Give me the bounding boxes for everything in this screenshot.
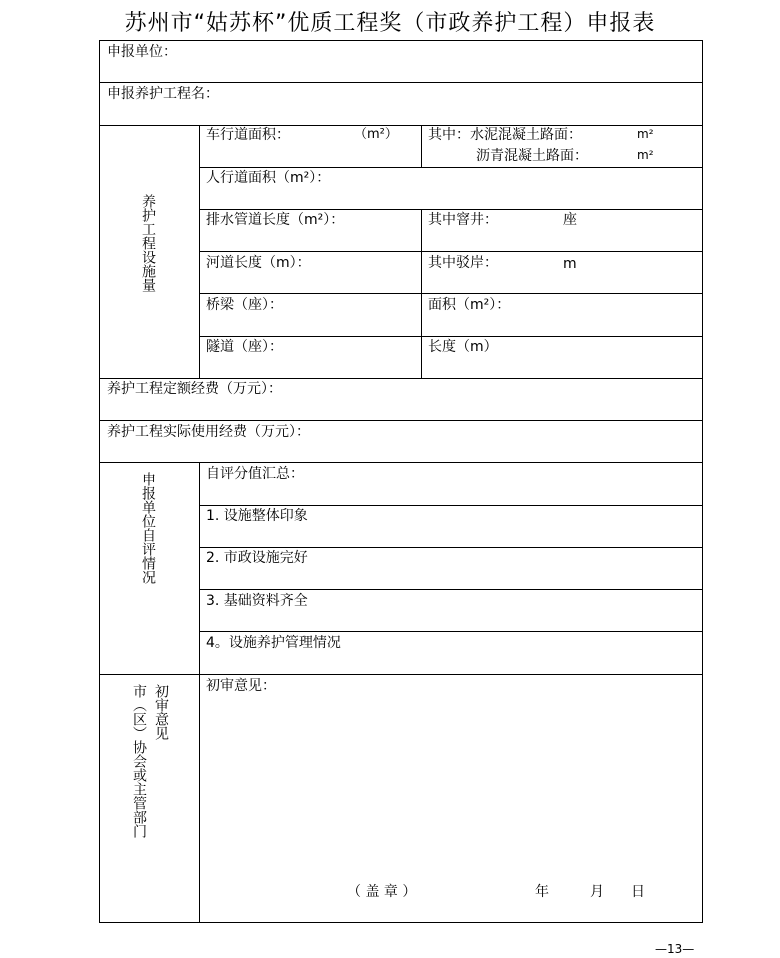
budget-label: 养护工程定额经费（万元）：: [107, 381, 282, 397]
seal-label: （ 盖 章 ）: [347, 884, 417, 900]
self-eval-section-label: 申报单位自评情况: [140, 472, 156, 584]
tunnel-length-label: 长度（m）: [428, 339, 498, 355]
review-opinion-label: 初审意见：: [206, 678, 276, 694]
project-name-label: 申报养护工程名：: [107, 86, 219, 102]
row-border: [199, 251, 703, 252]
self-eval-item-4: 4。设施养护管理情况: [206, 635, 341, 651]
facilities-section-label: 养护工程设施量: [140, 194, 156, 292]
self-eval-item-2: 2. 市政设施完好: [206, 550, 308, 566]
row-border: [99, 378, 703, 379]
row-border: [99, 462, 703, 463]
year-label: 年: [535, 884, 549, 900]
row-border: [199, 505, 703, 506]
row-border: [199, 589, 703, 590]
bridges-label: 桥梁（座）：: [206, 297, 283, 313]
col-border: [199, 125, 200, 378]
month-label: 月: [590, 884, 604, 900]
of-which-cement-label: 其中：水泥混凝土路面：: [428, 127, 582, 143]
row-border: [99, 82, 703, 83]
asphalt-unit: m²: [637, 148, 654, 162]
row-border: [199, 547, 703, 548]
col-border: [421, 125, 422, 167]
row-border: [199, 209, 703, 210]
row-border: [99, 922, 703, 923]
self-eval-item-3: 3. 基础资料齐全: [206, 593, 308, 609]
unit-label: 申报单位：: [107, 44, 177, 60]
form-title: 苏州市“姑苏杯”优质工程奖（市政养护工程）申报表: [124, 11, 656, 36]
review-label-col2: 市（区）协会或主管部门: [131, 684, 147, 838]
manholes-label: 其中窨井：: [428, 212, 498, 228]
row-border: [99, 420, 703, 421]
col-border: [199, 462, 200, 922]
asphalt-label: 沥青混凝土路面：: [476, 148, 588, 164]
col-border: [421, 209, 422, 378]
actual-cost-label: 养护工程实际使用经费（万元）：: [107, 424, 310, 440]
revetment-label: 其中驳岸：: [428, 255, 498, 271]
row-border: [199, 167, 703, 168]
roadway-area-label: 车行道面积：: [206, 127, 290, 143]
page-number: —13—: [655, 942, 695, 956]
application-form: [99, 40, 703, 923]
self-eval-summary: 自评分值汇总：: [206, 466, 304, 482]
river-length-label: 河道长度（m）：: [206, 255, 311, 271]
row-border: [99, 125, 703, 126]
self-eval-item-1: 1. 设施整体印象: [206, 508, 308, 524]
cement-unit: m²: [637, 127, 654, 141]
drain-length-label: 排水管道长度（m²）：: [206, 212, 345, 228]
row-border: [199, 631, 703, 632]
row-border: [99, 674, 703, 675]
row-border: [199, 293, 703, 294]
revetment-unit: m: [563, 256, 577, 272]
bridge-area-label: 面积（m²）：: [428, 297, 511, 313]
tunnels-label: 隧道（座）：: [206, 339, 283, 355]
review-label-col1: 初审意见: [153, 684, 169, 740]
col-border: [99, 40, 100, 923]
day-label: 日: [631, 884, 645, 900]
manholes-unit: 座: [563, 212, 577, 228]
row-border: [99, 40, 703, 41]
roadway-unit: （m²）: [354, 127, 398, 142]
sidewalk-label: 人行道面积（m²）：: [206, 170, 331, 186]
row-border: [199, 336, 703, 337]
col-border: [702, 40, 703, 923]
